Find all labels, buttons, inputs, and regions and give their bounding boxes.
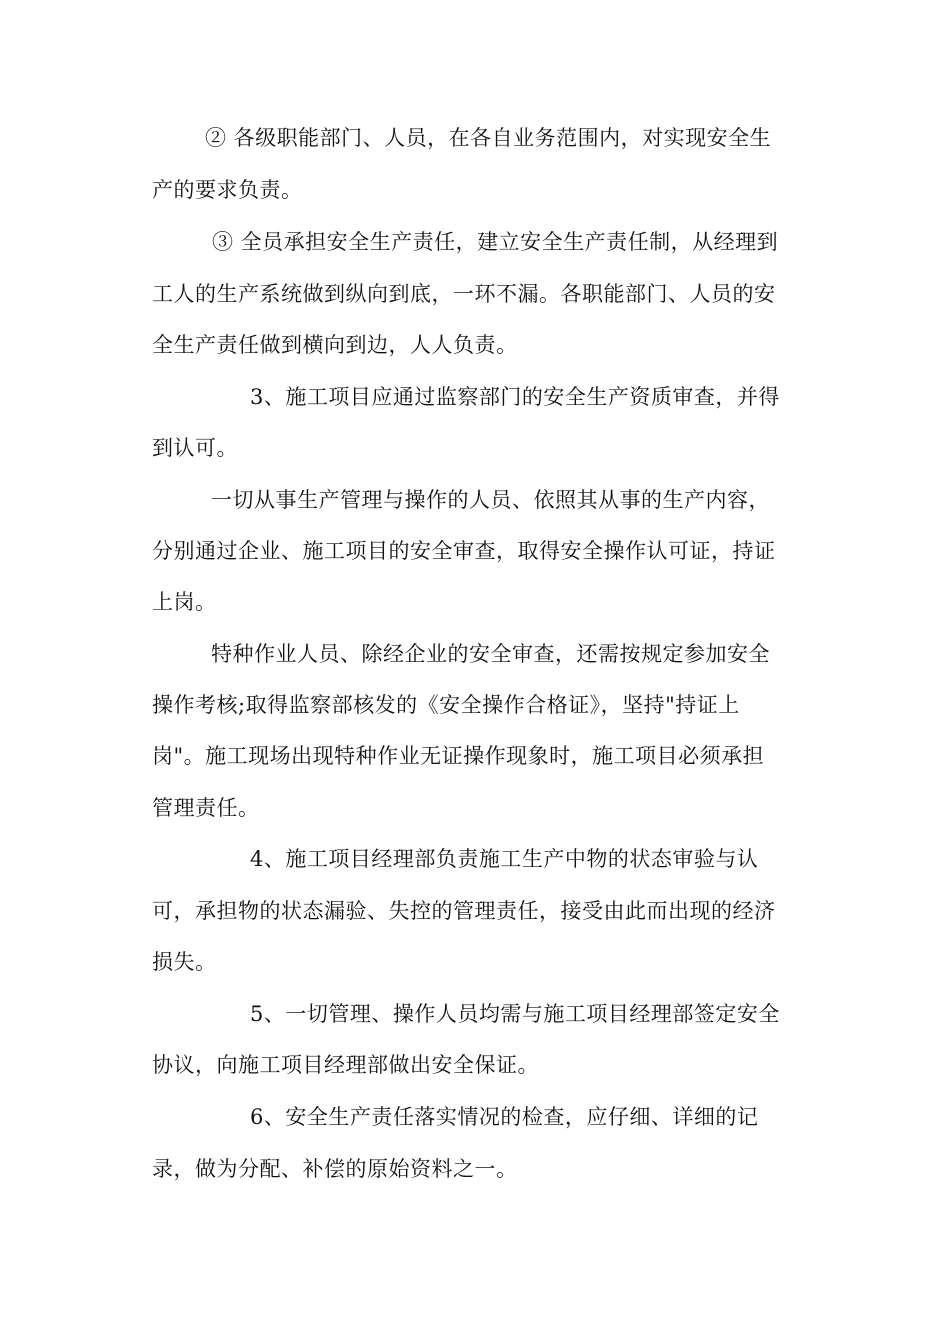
text-line: 岗"。施工现场出现特种作业无证操作现象时，施工项目必须承担: [152, 744, 765, 768]
text-line: 产的要求负责。: [152, 178, 303, 202]
text-line: 6、安全生产责任落实情况的检查，应仔细、详细的记: [250, 1105, 759, 1129]
text-line: 工人的生产系统做到纵向到底，一环不漏。各职能部门、人员的安: [152, 282, 776, 306]
text-line: ② 各级职能部门、人员，在各自业务范围内，对实现安全生: [205, 126, 772, 150]
text-line: 操作考核;取得监察部核发的《安全操作合格证》，坚持"持证上: [152, 693, 740, 717]
text-line: 协议，向施工项目经理部做出安全保证。: [152, 1053, 539, 1077]
text-line: 到认可。: [152, 436, 238, 460]
text-line: 一切从事生产管理与操作的人员、依照其从事的生产内容，: [211, 488, 770, 512]
text-line: 全生产责任做到横向到边，人人负责。: [152, 333, 518, 357]
text-line: 录，做为分配、补偿的原始资料之一。: [152, 1157, 518, 1181]
text-line: 特种作业人员、除经企业的安全审查，还需按规定参加安全: [211, 642, 770, 666]
text-line: 损失。: [152, 950, 217, 974]
text-line: 5、一切管理、操作人员均需与施工项目经理部签定安全: [250, 1002, 780, 1026]
text-line: 管理责任。: [152, 796, 260, 820]
text-line: 4、施工项目经理部负责施工生产中物的状态审验与认: [250, 847, 759, 871]
text-line: 上岗。: [152, 590, 217, 614]
text-line: 3、施工项目应通过监察部门的安全生产资质审查，并得: [250, 385, 780, 409]
text-line: 分别通过企业、施工项目的安全审查，取得安全操作认可证，持证: [152, 539, 776, 563]
text-line: ③ 全员承担安全生产责任，建立安全生产责任制，从经理到: [212, 230, 779, 254]
text-line: 可，承担物的状态漏验、失控的管理责任，接受由此而出现的经济: [152, 899, 776, 923]
